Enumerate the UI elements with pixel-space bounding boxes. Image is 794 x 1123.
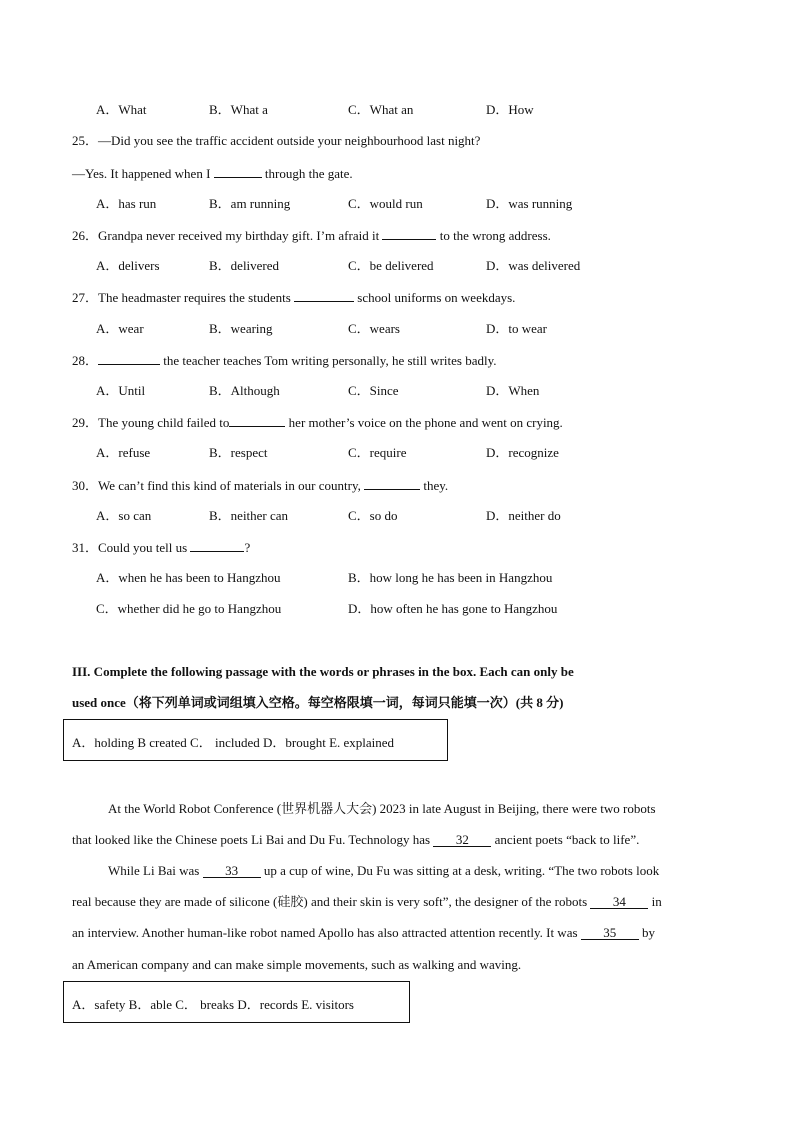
- option-b: B．am running: [209, 196, 291, 211]
- stem-text-after: her mother’s voice on the phone and went on crying.: [285, 415, 563, 430]
- option-b: B．respect: [209, 445, 268, 460]
- passage-p2-line2: [72, 894, 662, 910]
- question-29-stem: [72, 414, 563, 431]
- passage-text: an interview. Another human-like robot named Apollo has also attracted attention recently. It was: [72, 925, 581, 940]
- passage-text: ancient poets “back to life”.: [491, 832, 640, 847]
- answer-blank: [190, 539, 244, 552]
- stem-text-after: school uniforms on weekdays.: [354, 290, 516, 305]
- option-c: C．require: [348, 445, 407, 460]
- option-d: D．was delivered: [486, 258, 581, 273]
- word-box-1-text: A．holding B created C． included D．brought E. explained: [72, 735, 395, 750]
- passage-text: by: [638, 925, 656, 940]
- option-a: A．has run: [96, 196, 157, 211]
- answer-blank: [382, 227, 436, 240]
- option-a: A．delivers: [96, 258, 160, 273]
- passage-text: in: [648, 894, 662, 909]
- blank-32: 32: [433, 832, 491, 847]
- option-d: D．When: [486, 383, 540, 398]
- passage-text: up a cup of wine, Du Fu was sitting at a desk, writing. “The two robots look: [260, 863, 660, 878]
- stem-text-after: to the wrong address.: [436, 228, 551, 243]
- passage-text: real because they are made of silicone (硅胶) and their skin is very soft”, the designer of the robots: [72, 894, 591, 909]
- option-a: A．Until: [96, 383, 146, 398]
- stem-text-after: the teacher teaches Tom writing personally, he still writes badly.: [160, 353, 497, 368]
- stem-text-after: they.: [420, 478, 449, 493]
- stem-text-before: 27．The headmaster requires the students: [72, 290, 295, 305]
- stem-text-before: 28．: [72, 353, 99, 368]
- option-c: C．wears: [348, 321, 400, 336]
- stem-text-after: ?: [244, 540, 251, 555]
- answer-blank: [294, 289, 354, 302]
- question-26-stem: [72, 227, 551, 244]
- option-b: B．delivered: [209, 258, 280, 273]
- passage-text: While Li Bai was: [108, 863, 203, 878]
- answer-blank: [98, 352, 160, 365]
- question-25-stem: 25．—Did you see the traffic accident outside your neighbourhood last night?: [72, 133, 481, 148]
- option-c: C．Since: [348, 383, 399, 398]
- option-a: A．wear: [96, 321, 144, 336]
- option-c: C．whether did he go to Hangzhou: [96, 601, 282, 616]
- option-b: B．Although: [209, 383, 280, 398]
- option-c: C．be delivered: [348, 258, 434, 273]
- passage-p1-line2: [72, 832, 639, 848]
- option-a: A．What: [96, 102, 147, 117]
- option-d: D．How: [486, 102, 534, 117]
- reply-text-before: —Yes. It happened when I: [72, 166, 214, 181]
- stem-text-before: 26．Grandpa never received my birthday gift. I’m afraid it: [72, 228, 383, 243]
- blank-35: 35: [581, 925, 639, 940]
- question-25-reply: [72, 165, 353, 182]
- option-d: D．to wear: [486, 321, 548, 336]
- option-d: D．was running: [486, 196, 573, 211]
- blank-33: 33: [203, 863, 261, 878]
- blank-34: 34: [590, 894, 648, 909]
- stem-text-before: 31．Could you tell us: [72, 540, 191, 555]
- option-a: A．refuse: [96, 445, 151, 460]
- passage-p2-line3: [72, 925, 655, 941]
- option-c: C．so do: [348, 508, 398, 523]
- answer-blank: [364, 477, 420, 490]
- section-heading-line1: III. Complete the following passage with the words or phrases in the box. Each can only be: [72, 664, 574, 679]
- word-box-2-text: A．safety B．able C． breaks D．records E. visitors: [72, 997, 354, 1012]
- question-30-stem: [72, 477, 448, 494]
- stem-text-before: 30．We can’t find this kind of materials in our country,: [72, 478, 365, 493]
- option-d: D．recognize: [486, 445, 559, 460]
- option-b: B．neither can: [209, 508, 289, 523]
- option-d: D．how often he has gone to Hangzhou: [348, 601, 558, 616]
- question-28-stem: [72, 352, 497, 369]
- section-heading-line2: used once（将下列单词或词组填入空格。每空格限填一词，每词只能填一次）(共 8 分): [72, 695, 564, 710]
- answer-blank: [214, 165, 262, 178]
- option-b: B．What a: [209, 102, 268, 117]
- option-d: D．neither do: [486, 508, 561, 523]
- option-c: C．What an: [348, 102, 414, 117]
- passage-p2-line1: [108, 863, 659, 879]
- reply-text-after: through the gate.: [261, 166, 353, 181]
- word-box-2: [63, 981, 410, 1023]
- option-b: B．how long he has been in Hangzhou: [348, 570, 553, 585]
- word-box-1: [63, 719, 448, 761]
- option-c: C．would run: [348, 196, 423, 211]
- passage-p1-line1: At the World Robot Conference (世界机器人大会) 2023 in late August in Beijing, there were two robots: [108, 801, 656, 816]
- option-b: B．wearing: [209, 321, 273, 336]
- option-a: A．when he has been to Hangzhou: [96, 570, 281, 585]
- option-a: A．so can: [96, 508, 152, 523]
- passage-text: that looked like the Chinese poets Li Bai and Du Fu. Technology has: [72, 832, 434, 847]
- question-31-stem: [72, 539, 250, 556]
- question-27-stem: [72, 289, 515, 306]
- stem-text-before: 29．The young child failed to: [72, 415, 230, 430]
- answer-blank: [229, 414, 285, 427]
- passage-p2-line4: an American company and can make simple movements, such as walking and waving.: [72, 957, 522, 972]
